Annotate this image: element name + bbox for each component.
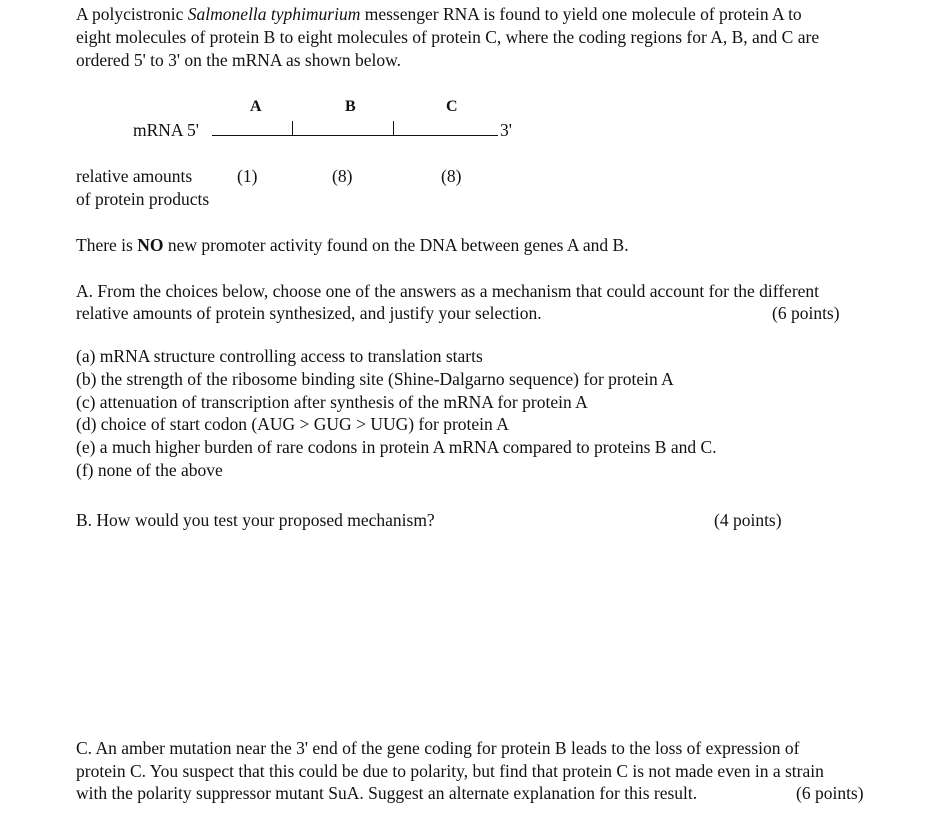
mrna-5prime-label: mRNA 5' [133, 120, 199, 140]
choice-f: (f) none of the above [76, 459, 223, 480]
gene-boundary-bc [393, 121, 394, 135]
intro-line-3: ordered 5' to 3' on the mRNA as shown below. [76, 49, 401, 70]
question-c-points: (6 points) [796, 783, 864, 803]
intro-line-1: A polycistronic Salmonella typhimurium messenger RNA is found to yield one molecule of protein A to [76, 4, 802, 24]
question-a-line-1: A. From the choices below, choose one of the answers as a mechanism that could account for the different [76, 281, 820, 301]
gene-label-b: B [345, 98, 356, 115]
intro-line-2: eight molecules of protein B to eight molecules of protein C, where the coding regions for A, B, and C are [76, 26, 820, 47]
choice-b: (b) the strength of the ribosome binding site (Shine-Dalgarno sequence) for protein A [76, 368, 674, 389]
choice-d: (d) choice of start codon (AUG > GUG > UUG) for protein A [76, 414, 509, 435]
relative-amounts-label: relative amounts [76, 166, 193, 186]
choice-a: (a) mRNA structure controlling access to translation starts [76, 346, 483, 366]
question-a-points: (6 points) [772, 303, 840, 323]
promoter-note: There is NO new promoter activity found on the DNA between genes A and B. [76, 235, 629, 255]
choice-c: (c) attenuation of transcription after synthesis of the mRNA for protein A [76, 391, 588, 412]
no-emphasis: NO [137, 235, 164, 255]
question-a-choices [76, 345, 717, 482]
question-a-line-2: relative amounts of protein synthesized, and justify your selection. [76, 303, 542, 323]
mrna-3prime-label: 3' [500, 120, 512, 140]
amount-a: (1) [237, 166, 258, 186]
protein-products-label: of protein products [76, 189, 210, 209]
organism-name: Salmonella typhimurium [187, 4, 361, 24]
amount-c: (8) [441, 166, 462, 186]
question-b-points: (4 points) [714, 510, 782, 530]
gene-boundary-ab [292, 121, 293, 135]
gene-label-c: C [446, 98, 458, 115]
question-c-line-1: C. An amber mutation near the 3' end of the gene coding for protein B leads to the loss of expression of [76, 738, 800, 758]
question-c-line-3: with the polarity suppressor mutant SuA. Suggest an alternate explanation for this result. [76, 783, 698, 803]
amount-b: (8) [332, 166, 353, 186]
gene-label-a: A [250, 98, 262, 115]
mrna-line [212, 135, 498, 136]
question-b: B. How would you test your proposed mechanism? [76, 510, 435, 530]
mrna-diagram [0, 0, 941, 220]
choice-e: (e) a much higher burden of rare codons in protein A mRNA compared to proteins B and C. [76, 437, 717, 458]
question-c-line-2: protein C. You suspect that this could be due to polarity, but find that protein C is not made even in a strain [76, 761, 824, 781]
